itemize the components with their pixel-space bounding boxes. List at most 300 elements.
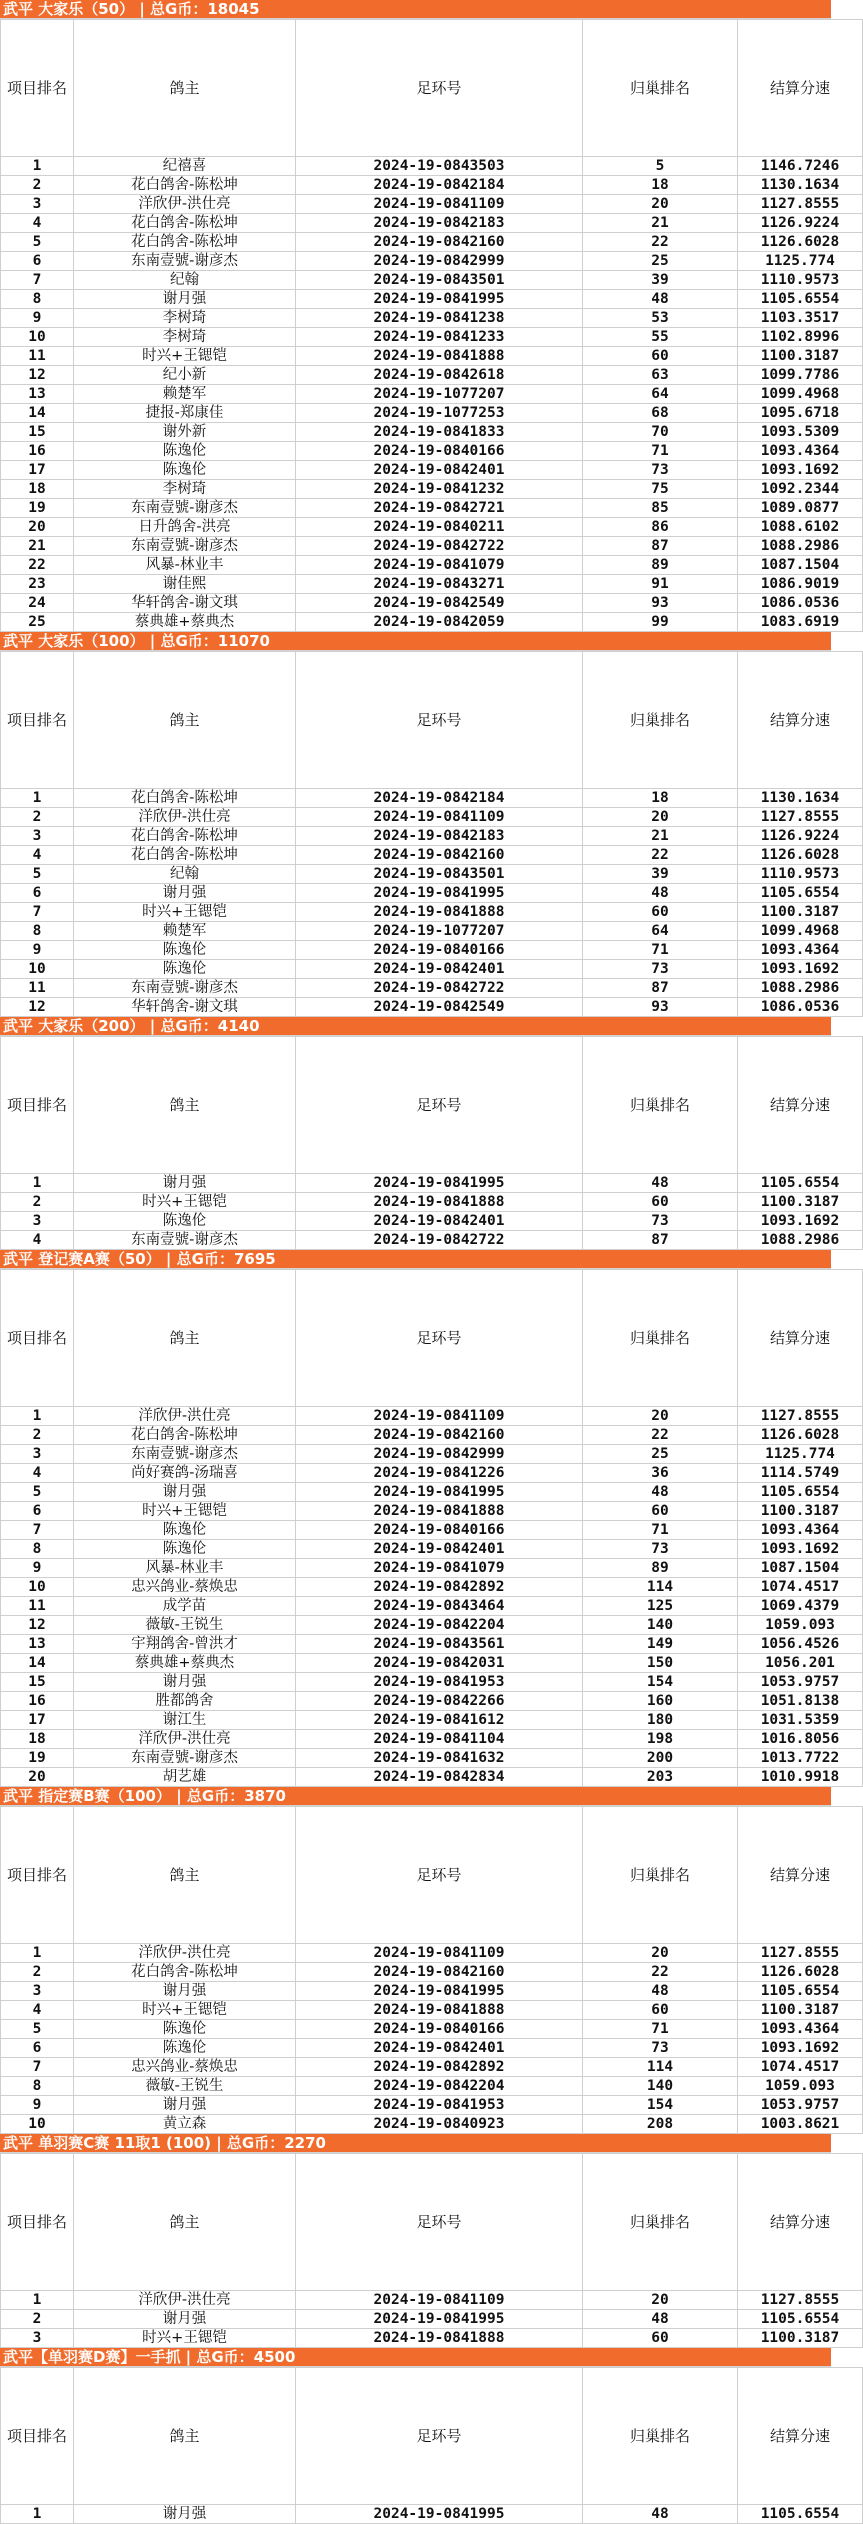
return-rank-cell: 71 — [583, 2020, 738, 2039]
rank-cell: 23 — [1, 575, 74, 594]
ring-number-cell: 2024-19-0843501 — [296, 865, 583, 884]
speed-cell: 1105.6554 — [738, 1483, 863, 1502]
return-rank-cell: 39 — [583, 271, 738, 290]
owner-cell: 陈逸伦 — [74, 960, 296, 979]
rank-cell: 9 — [1, 941, 74, 960]
speed-cell: 1093.4364 — [738, 2020, 863, 2039]
owner-cell: 谢月强 — [74, 1982, 296, 2001]
owner-cell: 洋欣伊-洪仕亮 — [74, 1944, 296, 1963]
speed-cell: 1126.6028 — [738, 846, 863, 865]
speed-cell: 1099.7786 — [738, 366, 863, 385]
results-table — [0, 2153, 863, 2348]
header-return-rank: 归巢排名 — [583, 20, 738, 157]
table-header-row — [1, 20, 863, 157]
return-rank-cell: 53 — [583, 309, 738, 328]
table-row — [1, 309, 863, 328]
section-title: 武平 大家乐（50） | 总G币：18045 — [0, 0, 831, 19]
speed-cell: 1086.9019 — [738, 575, 863, 594]
owner-cell: 陈逸伦 — [74, 1540, 296, 1559]
table-row — [1, 2077, 863, 2096]
owner-cell: 蔡典雄+蔡典杰 — [74, 1654, 296, 1673]
owner-cell: 花白鸽舍-陈松坤 — [74, 1426, 296, 1445]
owner-cell: 成学苗 — [74, 1597, 296, 1616]
rank-cell: 20 — [1, 518, 74, 537]
ring-number-cell: 2024-19-0841953 — [296, 1673, 583, 1692]
rank-cell: 9 — [1, 309, 74, 328]
owner-cell: 谢外新 — [74, 423, 296, 442]
owner-cell: 花白鸽舍-陈松坤 — [74, 214, 296, 233]
owner-cell: 纪小新 — [74, 366, 296, 385]
return-rank-cell: 22 — [583, 846, 738, 865]
return-rank-cell: 154 — [583, 2096, 738, 2115]
ring-number-cell: 2024-19-0843271 — [296, 575, 583, 594]
rank-cell: 18 — [1, 480, 74, 499]
ring-number-cell: 2024-19-0843561 — [296, 1635, 583, 1654]
speed-cell: 1093.1692 — [738, 1212, 863, 1231]
rank-cell: 7 — [1, 271, 74, 290]
table-row — [1, 1540, 863, 1559]
ring-number-cell: 2024-19-0842721 — [296, 499, 583, 518]
speed-cell: 1088.2986 — [738, 979, 863, 998]
owner-cell: 洋欣伊-洪仕亮 — [74, 2291, 296, 2310]
return-rank-cell: 85 — [583, 499, 738, 518]
rank-cell: 11 — [1, 1597, 74, 1616]
speed-cell: 1127.8555 — [738, 1407, 863, 1426]
speed-cell: 1127.8555 — [738, 808, 863, 827]
header-ring-number: 足环号 — [296, 2154, 583, 2291]
speed-cell: 1100.3187 — [738, 2001, 863, 2020]
owner-cell: 薇敏-王锐生 — [74, 1616, 296, 1635]
table-row — [1, 1174, 863, 1193]
rank-cell: 1 — [1, 157, 74, 176]
return-rank-cell: 20 — [583, 1407, 738, 1426]
ring-number-cell: 2024-19-0840166 — [296, 1521, 583, 1540]
return-rank-cell: 208 — [583, 2115, 738, 2134]
header-return-rank: 归巢排名 — [583, 1037, 738, 1174]
speed-cell: 1010.9918 — [738, 1768, 863, 1787]
speed-cell: 1105.6554 — [738, 2310, 863, 2329]
owner-cell: 东南壹號-谢彦杰 — [74, 499, 296, 518]
rank-cell: 11 — [1, 979, 74, 998]
header-speed: 结算分速 — [738, 1037, 863, 1174]
ring-number-cell: 2024-19-0841233 — [296, 328, 583, 347]
speed-cell: 1125.774 — [738, 1445, 863, 1464]
return-rank-cell: 71 — [583, 941, 738, 960]
owner-cell: 忠兴鸽业-蔡焕忠 — [74, 2058, 296, 2077]
speed-cell: 1146.7246 — [738, 157, 863, 176]
table-row — [1, 1692, 863, 1711]
speed-cell: 1031.5359 — [738, 1711, 863, 1730]
table-row — [1, 865, 863, 884]
owner-cell: 忠兴鸽业-蔡焕忠 — [74, 1578, 296, 1597]
return-rank-cell: 48 — [583, 1174, 738, 1193]
owner-cell: 纪禧喜 — [74, 157, 296, 176]
ring-number-cell: 2024-19-0841109 — [296, 1407, 583, 1426]
ring-number-cell: 2024-19-0840166 — [296, 2020, 583, 2039]
speed-cell: 1053.9757 — [738, 2096, 863, 2115]
ring-number-cell: 2024-19-0841109 — [296, 2291, 583, 2310]
section-title: 武平【单羽赛D赛】一手抓 | 总G币：4500 — [0, 2348, 831, 2367]
return-rank-cell: 60 — [583, 2001, 738, 2020]
table-row — [1, 2096, 863, 2115]
table-row — [1, 922, 863, 941]
rank-cell: 4 — [1, 214, 74, 233]
header-owner: 鸽主 — [74, 2368, 296, 2505]
table-row — [1, 1212, 863, 1231]
owner-cell: 陈逸伦 — [74, 1521, 296, 1540]
speed-cell: 1130.1634 — [738, 789, 863, 808]
owner-cell: 陈逸伦 — [74, 1212, 296, 1231]
ring-number-cell: 2024-19-0841232 — [296, 480, 583, 499]
ring-number-cell: 2024-19-0841109 — [296, 1944, 583, 1963]
table-row — [1, 2329, 863, 2348]
table-row — [1, 1730, 863, 1749]
rank-cell: 6 — [1, 1502, 74, 1521]
owner-cell: 谢月强 — [74, 1174, 296, 1193]
table-row — [1, 979, 863, 998]
owner-cell: 东南壹號-谢彦杰 — [74, 1231, 296, 1250]
rank-cell: 22 — [1, 556, 74, 575]
return-rank-cell: 60 — [583, 2329, 738, 2348]
speed-cell: 1074.4517 — [738, 2058, 863, 2077]
ring-number-cell: 2024-19-0842892 — [296, 2058, 583, 2077]
rank-cell: 2 — [1, 1963, 74, 1982]
speed-cell: 1056.4526 — [738, 1635, 863, 1654]
ring-number-cell: 2024-19-0841079 — [296, 1559, 583, 1578]
speed-cell: 1105.6554 — [738, 290, 863, 309]
table-row — [1, 461, 863, 480]
return-rank-cell: 48 — [583, 2310, 738, 2329]
return-rank-cell: 93 — [583, 594, 738, 613]
ring-number-cell: 2024-19-0841888 — [296, 903, 583, 922]
owner-cell: 花白鸽舍-陈松坤 — [74, 1963, 296, 1982]
table-row — [1, 385, 863, 404]
header-return-rank: 归巢排名 — [583, 2154, 738, 2291]
return-rank-cell: 99 — [583, 613, 738, 632]
speed-cell: 1093.4364 — [738, 941, 863, 960]
rank-cell: 12 — [1, 1616, 74, 1635]
ring-number-cell: 2024-19-0842401 — [296, 461, 583, 480]
return-rank-cell: 70 — [583, 423, 738, 442]
speed-cell: 1100.3187 — [738, 1502, 863, 1521]
table-row — [1, 1445, 863, 1464]
rank-cell: 16 — [1, 442, 74, 461]
return-rank-cell: 73 — [583, 461, 738, 480]
owner-cell: 陈逸伦 — [74, 461, 296, 480]
table-row — [1, 827, 863, 846]
rank-cell: 18 — [1, 1730, 74, 1749]
table-row — [1, 1944, 863, 1963]
rank-cell: 5 — [1, 865, 74, 884]
owner-cell: 风暴-林业丰 — [74, 556, 296, 575]
owner-cell: 捷报-郑康佳 — [74, 404, 296, 423]
speed-cell: 1125.774 — [738, 252, 863, 271]
rank-cell: 5 — [1, 1483, 74, 1502]
ring-number-cell: 2024-19-0842834 — [296, 1768, 583, 1787]
table-row — [1, 789, 863, 808]
return-rank-cell: 25 — [583, 252, 738, 271]
rank-cell: 3 — [1, 1982, 74, 2001]
ring-number-cell: 2024-19-0841888 — [296, 1502, 583, 1521]
table-row — [1, 2039, 863, 2058]
return-rank-cell: 89 — [583, 1559, 738, 1578]
table-row — [1, 1559, 863, 1578]
owner-cell: 李树琦 — [74, 480, 296, 499]
rank-cell: 2 — [1, 176, 74, 195]
table-row — [1, 2291, 863, 2310]
rank-cell: 4 — [1, 2001, 74, 2020]
ring-number-cell: 2024-19-0843501 — [296, 271, 583, 290]
table-header-row — [1, 652, 863, 789]
speed-cell: 1093.4364 — [738, 1521, 863, 1540]
table-row — [1, 328, 863, 347]
owner-cell: 陈逸伦 — [74, 442, 296, 461]
table-row — [1, 1426, 863, 1445]
table-header-row — [1, 1807, 863, 1944]
header-ring-number: 足环号 — [296, 652, 583, 789]
ring-number-cell: 2024-19-0840166 — [296, 941, 583, 960]
return-rank-cell: 73 — [583, 1540, 738, 1559]
ring-number-cell: 2024-19-0840166 — [296, 442, 583, 461]
rank-cell: 3 — [1, 1212, 74, 1231]
rank-cell: 17 — [1, 461, 74, 480]
owner-cell: 李树琦 — [74, 328, 296, 347]
rank-cell: 12 — [1, 366, 74, 385]
header-owner: 鸽主 — [74, 1270, 296, 1407]
table-row — [1, 1597, 863, 1616]
rank-cell: 9 — [1, 2096, 74, 2115]
owner-cell: 胜都鸽舍 — [74, 1692, 296, 1711]
owner-cell: 洋欣伊-洪仕亮 — [74, 1407, 296, 1426]
speed-cell: 1126.9224 — [738, 214, 863, 233]
ring-number-cell: 2024-19-0842160 — [296, 1426, 583, 1445]
rank-cell: 24 — [1, 594, 74, 613]
owner-cell: 华轩鸽舍-谢文琪 — [74, 998, 296, 1017]
owner-cell: 花白鸽舍-陈松坤 — [74, 176, 296, 195]
owner-cell: 赖楚军 — [74, 385, 296, 404]
return-rank-cell: 48 — [583, 1982, 738, 2001]
section-title: 武平 大家乐（100） | 总G币：11070 — [0, 632, 831, 651]
speed-cell: 1059.093 — [738, 2077, 863, 2096]
table-row — [1, 442, 863, 461]
speed-cell: 1092.2344 — [738, 480, 863, 499]
speed-cell: 1100.3187 — [738, 1193, 863, 1212]
table-row — [1, 214, 863, 233]
return-rank-cell: 114 — [583, 1578, 738, 1597]
table-row — [1, 366, 863, 385]
header-ring-number: 足环号 — [296, 1807, 583, 1944]
results-table — [0, 1806, 863, 2134]
owner-cell: 花白鸽舍-陈松坤 — [74, 233, 296, 252]
owner-cell: 花白鸽舍-陈松坤 — [74, 846, 296, 865]
speed-cell: 1093.4364 — [738, 442, 863, 461]
header-speed: 结算分速 — [738, 20, 863, 157]
table-row — [1, 2115, 863, 2134]
return-rank-cell: 87 — [583, 979, 738, 998]
rank-cell: 5 — [1, 2020, 74, 2039]
rank-cell: 1 — [1, 2291, 74, 2310]
owner-cell: 谢江生 — [74, 1711, 296, 1730]
owner-cell: 时兴+王锶铠 — [74, 2329, 296, 2348]
owner-cell: 黄立森 — [74, 2115, 296, 2134]
rank-cell: 15 — [1, 1673, 74, 1692]
rank-cell: 6 — [1, 2039, 74, 2058]
ring-number-cell: 2024-19-0842184 — [296, 789, 583, 808]
table-row — [1, 1483, 863, 1502]
owner-cell: 东南壹號-谢彦杰 — [74, 1445, 296, 1464]
table-row — [1, 1635, 863, 1654]
rank-cell: 2 — [1, 1193, 74, 1212]
header-rank: 项目排名 — [1, 1270, 74, 1407]
table-row — [1, 594, 863, 613]
speed-cell: 1093.1692 — [738, 461, 863, 480]
return-rank-cell: 154 — [583, 1673, 738, 1692]
ring-number-cell: 2024-19-0843503 — [296, 157, 583, 176]
rank-cell: 19 — [1, 499, 74, 518]
speed-cell: 1105.6554 — [738, 1174, 863, 1193]
table-row — [1, 1407, 863, 1426]
rank-cell: 1 — [1, 2505, 74, 2524]
speed-cell: 1013.7722 — [738, 1749, 863, 1768]
speed-cell: 1099.4968 — [738, 922, 863, 941]
return-rank-cell: 21 — [583, 827, 738, 846]
rank-cell: 10 — [1, 1578, 74, 1597]
owner-cell: 时兴+王锶铠 — [74, 347, 296, 366]
ring-number-cell: 2024-19-0841995 — [296, 2505, 583, 2524]
return-rank-cell: 36 — [583, 1464, 738, 1483]
return-rank-cell: 73 — [583, 960, 738, 979]
speed-cell: 1093.1692 — [738, 960, 863, 979]
results-table — [0, 651, 863, 1017]
owner-cell: 谢佳熙 — [74, 575, 296, 594]
rank-cell: 7 — [1, 1521, 74, 1540]
results-table — [0, 2367, 863, 2524]
owner-cell: 花白鸽舍-陈松坤 — [74, 789, 296, 808]
return-rank-cell: 18 — [583, 176, 738, 195]
section-title: 武平 单羽赛C赛 11取1 (100) | 总G币：2270 — [0, 2134, 831, 2153]
ring-number-cell: 2024-19-0841953 — [296, 2096, 583, 2115]
return-rank-cell: 93 — [583, 998, 738, 1017]
rank-cell: 8 — [1, 922, 74, 941]
speed-cell: 1056.201 — [738, 1654, 863, 1673]
return-rank-cell: 75 — [583, 480, 738, 499]
header-return-rank: 归巢排名 — [583, 1807, 738, 1944]
rank-cell: 20 — [1, 1768, 74, 1787]
header-return-rank: 归巢排名 — [583, 2368, 738, 2505]
rank-cell: 2 — [1, 2310, 74, 2329]
rank-cell: 10 — [1, 328, 74, 347]
return-rank-cell: 180 — [583, 1711, 738, 1730]
results-table — [0, 19, 863, 632]
table-row — [1, 1502, 863, 1521]
section-title: 武平 指定赛B赛（100） | 总G币：3870 — [0, 1787, 831, 1806]
ring-number-cell: 2024-19-0841995 — [296, 2310, 583, 2329]
speed-cell: 1103.3517 — [738, 309, 863, 328]
owner-cell: 洋欣伊-洪仕亮 — [74, 195, 296, 214]
return-rank-cell: 20 — [583, 1944, 738, 1963]
table-row — [1, 233, 863, 252]
ring-number-cell: 2024-19-0842183 — [296, 827, 583, 846]
return-rank-cell: 60 — [583, 347, 738, 366]
rank-cell: 19 — [1, 1749, 74, 1768]
ring-number-cell: 2024-19-0841995 — [296, 1174, 583, 1193]
table-row — [1, 157, 863, 176]
rank-cell: 2 — [1, 1426, 74, 1445]
rank-cell: 1 — [1, 1174, 74, 1193]
speed-cell: 1127.8555 — [738, 1944, 863, 1963]
owner-cell: 陈逸伦 — [74, 2020, 296, 2039]
speed-cell: 1053.9757 — [738, 1673, 863, 1692]
speed-cell: 1099.4968 — [738, 385, 863, 404]
speed-cell: 1100.3187 — [738, 903, 863, 922]
owner-cell: 薇敏-王锐生 — [74, 2077, 296, 2096]
return-rank-cell: 60 — [583, 903, 738, 922]
speed-cell: 1087.1504 — [738, 1559, 863, 1578]
table-row — [1, 1231, 863, 1250]
speed-cell: 1105.6554 — [738, 2505, 863, 2524]
ring-number-cell: 2024-19-0842160 — [296, 233, 583, 252]
header-speed: 结算分速 — [738, 652, 863, 789]
return-rank-cell: 20 — [583, 2291, 738, 2310]
table-row — [1, 347, 863, 366]
table-row — [1, 1521, 863, 1540]
owner-cell: 时兴+王锶铠 — [74, 1502, 296, 1521]
ring-number-cell: 2024-19-0842266 — [296, 1692, 583, 1711]
speed-cell: 1126.6028 — [738, 233, 863, 252]
table-row — [1, 1464, 863, 1483]
ring-number-cell: 2024-19-0842184 — [296, 176, 583, 195]
speed-cell: 1074.4517 — [738, 1578, 863, 1597]
rank-cell: 3 — [1, 1445, 74, 1464]
owner-cell: 胡艺雄 — [74, 1768, 296, 1787]
return-rank-cell: 200 — [583, 1749, 738, 1768]
table-row — [1, 1673, 863, 1692]
ring-number-cell: 2024-19-1077253 — [296, 404, 583, 423]
rank-cell: 25 — [1, 613, 74, 632]
speed-cell: 1095.6718 — [738, 404, 863, 423]
table-header-row — [1, 2154, 863, 2291]
speed-cell: 1088.2986 — [738, 537, 863, 556]
speed-cell: 1087.1504 — [738, 556, 863, 575]
owner-cell: 尚好赛鸽-汤瑞喜 — [74, 1464, 296, 1483]
speed-cell: 1105.6554 — [738, 884, 863, 903]
speed-cell: 1127.8555 — [738, 2291, 863, 2310]
return-rank-cell: 48 — [583, 884, 738, 903]
return-rank-cell: 86 — [583, 518, 738, 537]
header-speed: 结算分速 — [738, 1270, 863, 1407]
ring-number-cell: 2024-19-0842999 — [296, 1445, 583, 1464]
rank-cell: 1 — [1, 1944, 74, 1963]
ring-number-cell: 2024-19-0841612 — [296, 1711, 583, 1730]
table-row — [1, 941, 863, 960]
header-return-rank: 归巢排名 — [583, 1270, 738, 1407]
speed-cell: 1069.4379 — [738, 1597, 863, 1616]
owner-cell: 洋欣伊-洪仕亮 — [74, 1730, 296, 1749]
return-rank-cell: 64 — [583, 922, 738, 941]
table-row — [1, 808, 863, 827]
rank-cell: 8 — [1, 2077, 74, 2096]
header-ring-number: 足环号 — [296, 20, 583, 157]
return-rank-cell: 73 — [583, 2039, 738, 2058]
return-rank-cell: 39 — [583, 865, 738, 884]
return-rank-cell: 149 — [583, 1635, 738, 1654]
table-header-row — [1, 2368, 863, 2505]
return-rank-cell: 25 — [583, 1445, 738, 1464]
owner-cell: 谢月强 — [74, 2310, 296, 2329]
section-title: 武平 登记赛A赛（50） | 总G币：7695 — [0, 1250, 831, 1269]
ring-number-cell: 2024-19-0843464 — [296, 1597, 583, 1616]
header-rank: 项目排名 — [1, 652, 74, 789]
